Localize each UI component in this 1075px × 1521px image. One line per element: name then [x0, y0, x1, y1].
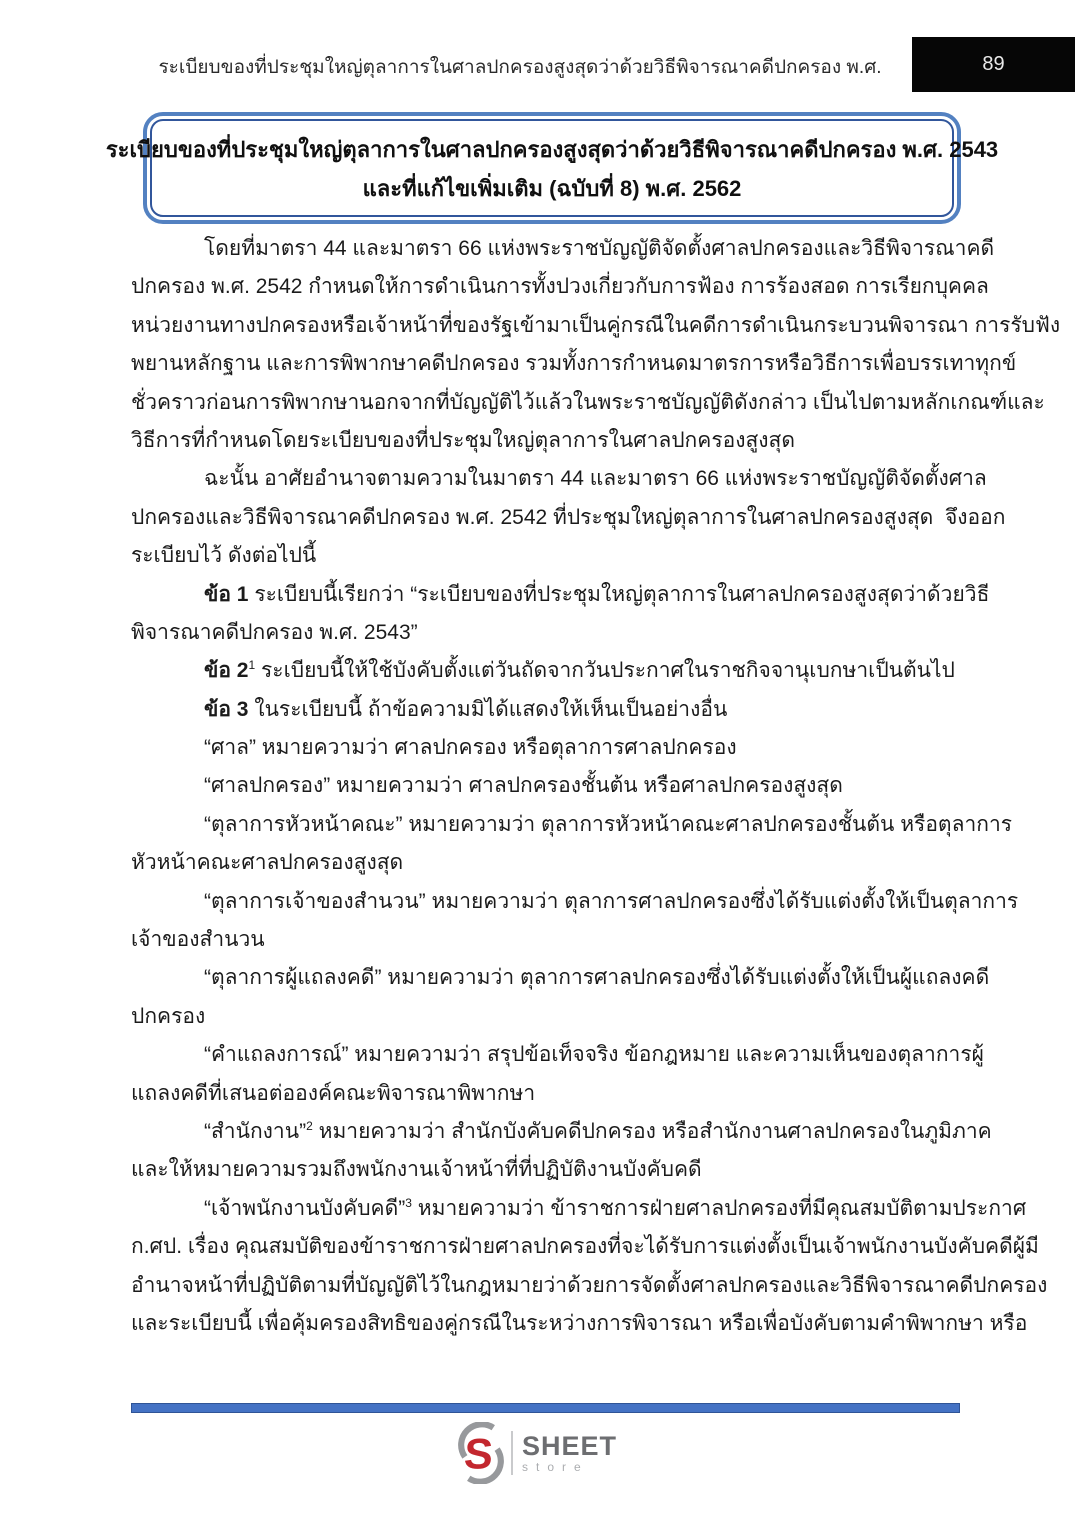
- line-text: ฉะนั้น อาศัยอำนาจตามความในมาตรา 44 และมาตรา 66 แห่งพระราชบัญญัติจัดตั้งศาล: [204, 467, 987, 491]
- text-line: [131, 1267, 1048, 1305]
- document-title-line-2: และที่แก้ไขเพิ่มเติม (ฉบับที่ 8) พ.ศ. 2562: [362, 176, 742, 201]
- line-text: “ศาลปกครอง” หมายความว่า ศาลปกครองชั้นต้น หรือศาลปกครองสูงสุด: [204, 774, 843, 798]
- footer-logo-row: [0, 1422, 1075, 1484]
- footer-divider-bar: [131, 1403, 960, 1413]
- footnote-reference: 3: [405, 1195, 412, 1210]
- line-text: ชั่วคราวก่อนการพิพากษานอกจากที่บัญญัติไว้แล้วในพระราชบัญญัติดังกล่าว เป็นไปตามหลักเกณฑ์และ: [131, 390, 1045, 414]
- page-number-box: [912, 37, 1075, 92]
- text-line: [131, 1228, 1039, 1266]
- text-line: [131, 806, 1013, 844]
- line-text: พิจารณาคดีปกครอง พ.ศ. 2543”: [131, 620, 418, 644]
- text-line: [131, 499, 1006, 537]
- line-text: หมายความว่า สำนักบังคับคดีปกครอง หรือสำนักงานศาลปกครองในภูมิภาค: [312, 1119, 992, 1143]
- line-text: ระเบียบนี้ให้ใช้บังคับตั้งแต่วันถัดจากวันประกาศในราชกิจจานุเบกษาเป็นต้นไป: [255, 659, 955, 683]
- line-text: “ศาล” หมายความว่า ศาลปกครอง หรือตุลาการศาลปกครอง: [204, 736, 737, 760]
- clause-number: ข้อ 1: [204, 582, 249, 606]
- text-line: [131, 883, 1019, 921]
- line-text: ปกครองและวิธีพิจารณาคดีปกครอง พ.ศ. 2542 ที่ประชุมใหญ่ตุลาการในศาลปกครองสูงสุด จึงออก: [131, 505, 1006, 529]
- line-text: ระเบียบนี้เรียกว่า “ระเบียบของที่ประชุมใหญ่ตุลาการในศาลปกครองสูงสุดว่าด้วยวิธี: [248, 582, 990, 606]
- footnote-reference: 2: [306, 1118, 313, 1133]
- text-line: [131, 614, 964, 652]
- line-text: ระเบียบไว้ ดังต่อไปนี้: [131, 544, 317, 568]
- logo-divider-rule: [511, 1431, 513, 1475]
- line-text: พยานหลักฐาน และการพิพากษาคดีปกครอง รวมทั้งการกำหนดมาตรการหรือวิธีการเพื่อบรรเทาทุกข์: [131, 352, 1017, 376]
- text-line: [131, 268, 989, 306]
- line-text: วิธีการที่กำหนดโดยระเบียบของที่ประชุมใหญ่ตุลาการในศาลปกครองสูงสุด: [131, 428, 795, 452]
- clause-number: ข้อ 3: [204, 697, 249, 721]
- line-text: อำนาจหน้าที่ปฏิบัติตามที่บัญญัติไว้ในกฎหมายว่าด้วยการจัดตั้งศาลปกครองและวิธีพิจารณาคดีปกครอง: [131, 1273, 1048, 1297]
- line-text: หมายความว่า ข้าราชการฝ่ายศาลปกครองที่มีคุณสมบัติตามประกาศ: [411, 1196, 1027, 1220]
- defined-term: “สำนักงาน”: [204, 1119, 307, 1143]
- line-text: “ตุลาการเจ้าของสำนวน” หมายความว่า ตุลาการศาลปกครองซึ่งได้รับแต่งตั้งให้เป็นตุลาการ: [204, 889, 1019, 913]
- text-line: [131, 230, 995, 268]
- text-line: [131, 345, 1017, 383]
- logo-sub-text: store: [521, 1460, 589, 1474]
- text-line: [131, 652, 964, 690]
- text-line: [131, 1075, 964, 1113]
- logo-wordmark: [522, 1432, 617, 1474]
- text-line: [131, 921, 964, 959]
- text-line: [131, 767, 964, 805]
- text-line: [131, 537, 964, 575]
- text-line: [131, 307, 1061, 345]
- running-header-title: ระเบียบของที่ประชุมใหญ่ตุลาการในศาลปกครองสูงสุดว่าด้วยวิธีพิจารณาคดีปกครอง พ.ศ.: [158, 57, 882, 78]
- footnote-reference: 1: [248, 658, 256, 673]
- line-text: “คำแถลงการณ์” หมายความว่า สรุปข้อเท็จจริง ข้อกฎหมาย และความเห็นของตุลาการผู้: [204, 1043, 984, 1067]
- line-text: หน่วยงานทางปกครองหรือเจ้าหน้าที่ของรัฐเข้ามาเป็นคู่กรณีในคดีการดำเนินกระบวนพิจารณา การรับฟัง: [131, 313, 1061, 337]
- line-text: และให้หมายความรวมถึงพนักงานเจ้าหน้าที่ที่ปฏิบัติงานบังคับคดี: [131, 1158, 702, 1182]
- line-text: ปกครอง: [131, 1004, 206, 1028]
- text-line: [131, 1036, 984, 1074]
- line-text: “ตุลาการหัวหน้าคณะ” หมายความว่า ตุลาการหัวหน้าคณะศาลปกครองชั้นต้น หรือตุลาการ: [204, 812, 1013, 836]
- text-line: [131, 1113, 992, 1151]
- text-line: [131, 1151, 964, 1189]
- text-line: [131, 691, 964, 729]
- text-line: [131, 998, 964, 1036]
- title-box: [105, 112, 999, 224]
- line-text: โดยที่มาตรา 44 และมาตรา 66 แห่งพระราชบัญญัติจัดตั้งศาลปกครองและวิธีพิจารณาคดี: [204, 237, 995, 260]
- line-text: ปกครอง พ.ศ. 2542 กำหนดให้การดำเนินการทั้งปวงเกี่ยวกับการฟ้อง การร้องสอด การเรียกบุคคล: [131, 275, 989, 299]
- text-line: [131, 959, 990, 997]
- line-text: ในระเบียบนี้ ถ้าข้อความมิได้แสดงให้เห็นเป็นอย่างอื่น: [248, 697, 728, 721]
- body-text: [131, 230, 1061, 1343]
- page-number: 89: [982, 53, 1005, 75]
- line-text: แถลงคดีที่เสนอต่อองค์คณะพิจารณาพิพากษา: [131, 1081, 536, 1105]
- line-text: “ตุลาการผู้แถลงคดี” หมายความว่า ตุลาการศาลปกครองซึ่งได้รับแต่งตั้งให้เป็นผู้แถลงคดี: [204, 966, 990, 990]
- line-text: และระเบียบนี้ เพื่อคุ้มครองสิทธิของคู่กรณีในระหว่างการพิจารณา หรือเพื่อบังคับตามคำพิพากษา หรือ: [131, 1311, 1028, 1335]
- line-text: หัวหน้าคณะศาลปกครองสูงสุด: [131, 851, 404, 875]
- defined-term: “เจ้าพนักงานบังคับคดี”: [204, 1196, 406, 1220]
- svg-text:S: S: [462, 1430, 495, 1479]
- text-line: [131, 729, 964, 767]
- text-line: [131, 1190, 1027, 1228]
- line-text: ก.ศป. เรื่อง คุณสมบัติของข้าราชการฝ่ายศาลปกครองที่จะได้รับการแต่งตั้งเป็นเจ้าพนักงานบังคับคดีผู้มี: [131, 1235, 1039, 1259]
- logo-brand-text: SHEET: [521, 1431, 618, 1461]
- clause-number: ข้อ 2: [204, 659, 249, 683]
- text-line: [131, 422, 964, 460]
- line-text: เจ้าของสำนวน: [131, 928, 265, 952]
- title-box-inner: [105, 119, 999, 217]
- sheet-store-logo-icon: [458, 1422, 504, 1484]
- text-line: [131, 460, 987, 498]
- text-line: [131, 844, 964, 882]
- document-title-line-1: ระเบียบของที่ประชุมใหญ่ตุลาการในศาลปกครองสูงสุดว่าด้วยวิธีพิจารณาคดีปกครอง พ.ศ. 2543: [105, 137, 999, 162]
- text-line: [131, 1305, 1028, 1343]
- text-line: [131, 384, 1045, 422]
- sheet-store-logo: [458, 1422, 617, 1484]
- text-line: [131, 576, 990, 614]
